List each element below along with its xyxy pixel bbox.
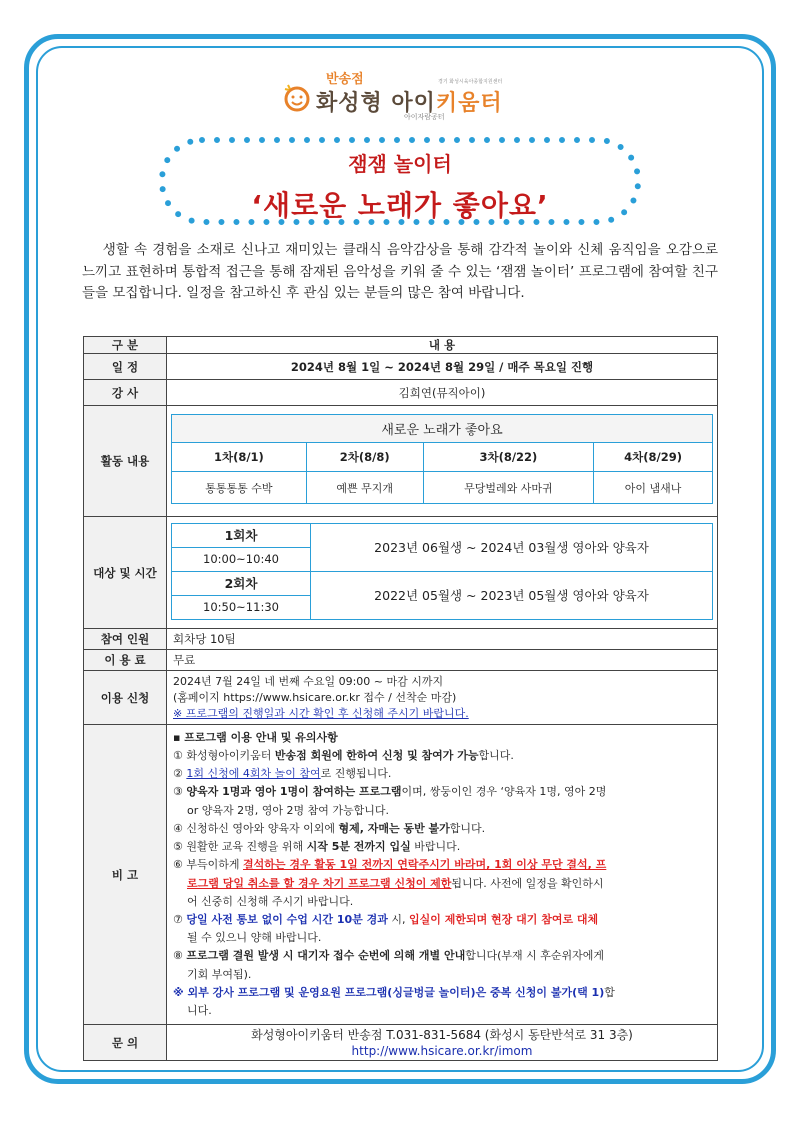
note-2: ② 1회 신청에 4회차 놀이 참여로 진행됩니다. [173,767,392,781]
note-1: ① 화성형아이키움터 반송점 회원에 한하여 신청 및 참여가 가능합니다. [173,749,514,763]
apply-method: (홈페이지 https://www.hsicare.or.kr 접수 / 선착순 마감) [173,690,457,704]
target-label: 대상 및 시간 [84,517,167,629]
note-7: ⑦ 당일 사전 통보 없이 수업 시간 10분 경과 시, 입실이 제한되며 현장 대기 참여로 대체 [173,912,599,926]
slot-1-time: 10:00~10:40 [172,547,311,571]
note-6-cont-2: 어 신중히 신청해 주시기 바랍니다. [187,894,354,908]
song-4: 아이 냄새나 [594,472,713,504]
capacity-label: 참여 인원 [84,629,167,650]
note-9-cont: 니다. [187,1003,212,1017]
song-2: 예쁜 무지개 [306,472,423,504]
round-1: 1차(8/1) [172,443,307,472]
contact-cell [167,1025,718,1061]
note-7-cont: 될 수 있으니 양해 바랍니다. [187,931,322,945]
fee-label: 이 용 료 [84,650,167,671]
note-6-cont: 로그램 당일 취소를 할 경우 차기 프로그램 신청이 제한됩니다. 사전에 일정을 확인하시 [187,876,604,890]
note-6: ⑥ 부득이하게 결석하는 경우 활동 1일 전까지 연락주시기 바라며, 1회 이상 무단 결석, 프 [173,858,607,872]
sun-face-icon [282,82,312,112]
fee-row [84,650,718,671]
title-line-1: 잼잼 놀이터 [348,152,452,176]
note-9: ※ 외부 강사 프로그램 및 운영요원 프로그램(싱글벙글 놀이터)은 중복 신청이 불가(택 1)합 [173,985,615,999]
capacity-row [84,629,718,650]
notes-cell [167,725,718,1025]
logo-name-main: 화성형 아이 [316,91,436,116]
round-3: 3차(8/22) [423,443,593,472]
target-row [84,517,718,629]
round-2: 2차(8/8) [306,443,423,472]
contact-row [84,1025,718,1061]
logo-branch: 반송점 [326,72,364,87]
song-3: 무당벌레와 사마귀 [423,472,593,504]
header-content: 내 용 [167,337,718,354]
activity-label: 활동 내용 [84,406,167,517]
note-3-cont: or 양육자 2명, 영아 2명 참여 가능합니다. [187,803,389,817]
title-line-2: ‘새로운 노래가 좋아요’ [251,189,549,222]
apply-row [84,671,718,725]
activity-title: 새로운 노래가 좋아요 [172,415,713,443]
apply-cell [167,671,718,725]
schedule-row [84,354,718,380]
instructor-row [84,380,718,406]
apply-notice: ※ 프로그램의 진행일과 시간 확인 후 신청해 주시기 바랍니다. [173,706,469,720]
header-category: 구 분 [84,337,167,354]
contact-address: 화성형아이키움터 반송점 T.031-831-5684 (화성시 동탄반석로 31 3층) [251,1027,633,1042]
info-table [83,336,718,1061]
capacity-value: 회차당 10팀 [167,629,718,650]
logo-name-accent: 키움터 [435,91,503,116]
notes-heading: ▪ 프로그램 이용 안내 및 유의사항 [173,730,338,744]
apply-period: 2024년 7월 24일 네 번째 수요일 09:00 ~ 마감 시까지 [173,674,444,688]
apply-label: 이용 신청 [84,671,167,725]
note-3: ③ 양육자 1명과 영아 1명이 참여하는 프로그램이며, 쌍둥이인 경우 ‘양육자 1명, 영아 2명 [173,785,607,799]
slot-1-name: 1회차 [172,523,311,547]
note-4: ④ 신청하신 영아와 양육자 이외에 형제, 자매는 동반 불가합니다. [173,821,486,835]
slot-2-target: 2022년 05월생 ~ 2023년 05월생 영아와 양육자 [311,571,713,619]
target-cell [167,517,718,629]
note-8-cont: 기회 부여됨). [187,967,252,981]
notes-row [84,725,718,1025]
note-8: ⑧ 프로그램 결원 발생 시 대기자 접수 순번에 의해 개별 안내합니다(부재 시 후순위자에게 [173,949,605,963]
intro-text: 생할 속 경험을 소재로 신나고 재미있는 클래식 음악감상을 통해 감각적 놀이와 신체 움직임을 오감으로 느끼고 표현하며 통합적 접근을 통해 잠재된 음악성을 키워 줄 수 있는 ‘잼잼 놀이터’ 프로그램에 참여할 친구들을 모집합니다. 일정을 참고하신 후 관심 있는 분들의 많은 참여 바랍니다. [82,242,718,301]
activity-cell [167,406,718,517]
time-table [171,523,713,620]
instructor-label: 강 사 [84,380,167,406]
note-5: ⑤ 원활한 교육 진행을 위해 시작 5분 전까지 입실 바랍니다. [173,840,461,854]
slot-2-time: 10:50~11:30 [172,595,311,619]
slot-2-name: 2회차 [172,571,311,595]
fee-value: 무료 [167,650,718,671]
contact-link[interactable]: http://www.hsicare.or.kr/imom [351,1043,533,1058]
notes-label: 비 고 [84,725,167,1025]
round-4: 4차(8/29) [594,443,713,472]
schedule-value: 2024년 8월 1일 ~ 2024년 8월 29일 / 매주 목요일 진행 [167,354,718,380]
logo [282,68,542,124]
activity-row [84,406,718,517]
slot-1-target: 2023년 06월생 ~ 2024년 03월생 영아와 양육자 [311,523,713,571]
activity-table [171,414,713,504]
song-1: 통통통통 수박 [172,472,307,504]
table-header-row [84,337,718,354]
contact-label: 문 의 [84,1025,167,1061]
instructor-value: 김희연(뮤직아이) [167,380,718,406]
schedule-label: 일 정 [84,354,167,380]
org-logo: 경기 화성시육아종합지원센터 [438,79,503,85]
intro-paragraph [82,240,718,305]
logo-subtitle: 아이자람공터 [404,113,445,121]
